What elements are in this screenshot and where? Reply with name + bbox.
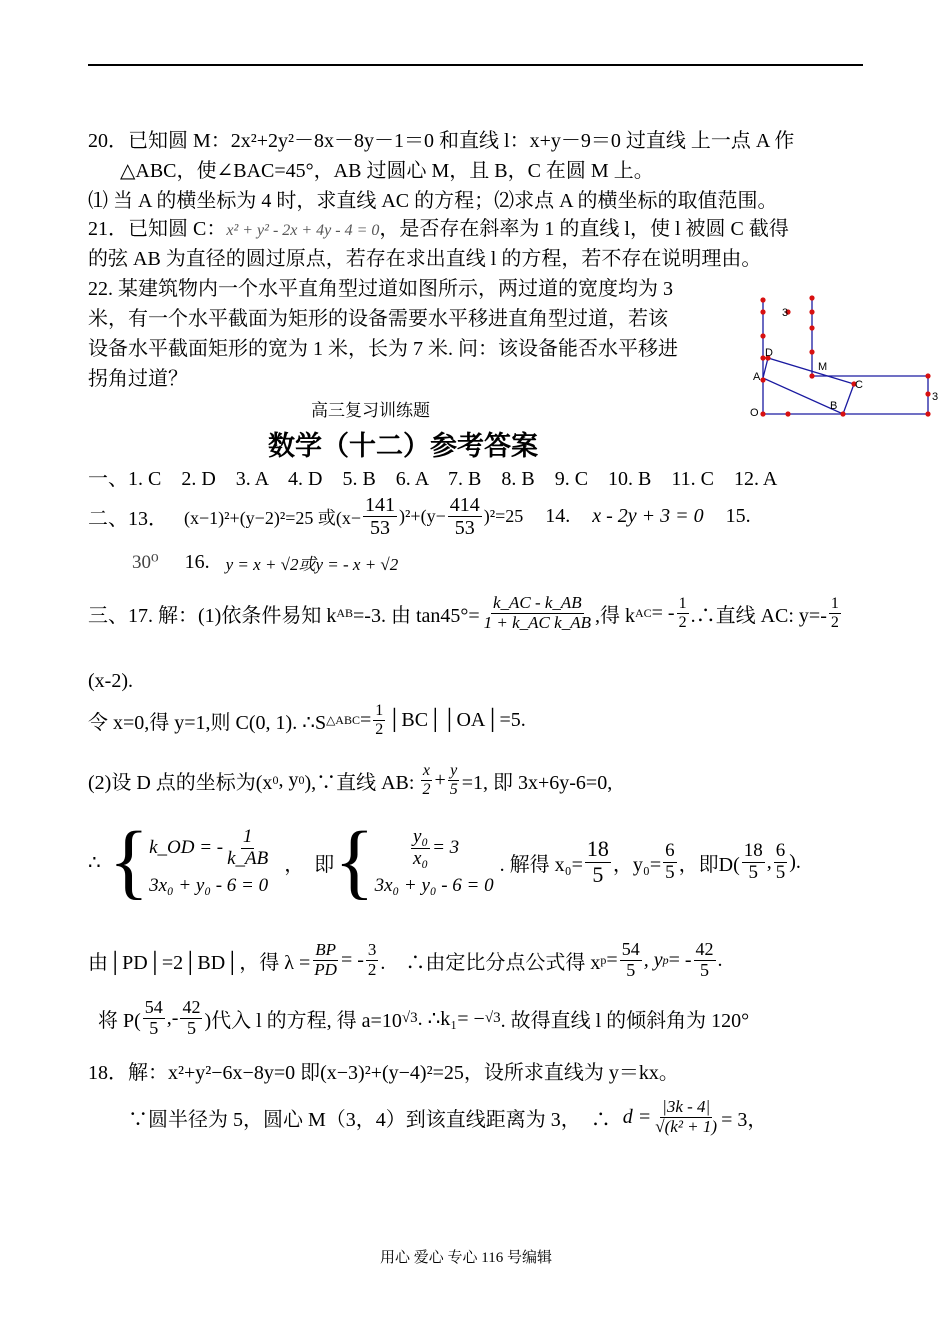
figure-label-D: D xyxy=(765,347,773,359)
system-1 xyxy=(149,827,272,898)
q17-l3-text-c: │BC││OA│=5. xyxy=(387,708,526,731)
q17-line3 xyxy=(88,702,526,738)
q18-line1: 18．解：x²+y²−6x−8y=0 即(x−3)²+(y−4)²=25，设所求直线为 y＝kx。 xyxy=(88,1062,679,1084)
q17-l6-a: 由│PD│=2│BD│，得 λ = xyxy=(88,951,311,974)
q17-l6-d: = xyxy=(606,948,618,971)
frac-num: 1 xyxy=(242,825,253,847)
D-point-end: ). xyxy=(789,850,801,873)
q17-l4-b: , y xyxy=(278,768,299,791)
frac-num: 3 xyxy=(367,940,377,960)
q20-line2: △ABC，使∠BAC=45°，AB 过圆心 M，且 B，C 在圆 M 上。 xyxy=(120,160,654,182)
therefore-symbol: ∴ xyxy=(88,851,101,874)
frac-den: 5 xyxy=(592,861,604,887)
three-halves-frac xyxy=(366,941,379,979)
frac-num: 42 xyxy=(695,939,714,959)
q20-line1: 20．已知圆 M：2x²+2y²－8x－8y－1＝0 和直线 l：x+y－9＝0 过直线 上一点 A 作 xyxy=(88,130,795,152)
Dx-frac xyxy=(742,841,765,884)
frac-den: 1 + k_AC k_AB xyxy=(483,612,591,632)
footer-text: 用心 爱心 专心 116 号编辑 xyxy=(380,1250,552,1266)
q17-half-2 xyxy=(829,595,841,631)
d-label: d = xyxy=(622,1105,652,1128)
q22-line1: 22. 某建筑物内一个水平直角型过道如图所示，两过道的宽度均为 3 xyxy=(88,278,673,300)
q17-l7-c: )代入 l 的方程, 得 a=10 xyxy=(204,1009,402,1032)
figure-label-C: C xyxy=(855,379,863,391)
eq16: y = x + √2或y = - x + √2 xyxy=(225,555,399,574)
sys1-frac xyxy=(225,827,270,870)
p-y-frac xyxy=(180,998,202,1039)
q21-suffix: ，是否存在斜率为 1 的直线 l，使 l 被圆 C 截得 xyxy=(379,218,789,240)
sys-connector: ， 即 xyxy=(284,853,335,876)
q17-line1 xyxy=(88,594,843,632)
frac-num: 54 xyxy=(144,997,163,1017)
eq13-part-b: )²+(y− xyxy=(399,506,446,526)
q17-l4-frac-y xyxy=(448,762,460,798)
frac-num: 18 xyxy=(586,836,609,862)
frac-num: y xyxy=(450,762,458,779)
q22-line3: 设备水平截面矩形的宽为 1 米，长为 7 米. 问：该设备能否水平移进 xyxy=(88,338,678,360)
frac-den: 5 xyxy=(748,861,759,883)
sqrt3-a: √3 xyxy=(401,1009,418,1026)
figure-label-3-top: 3 xyxy=(782,307,789,319)
sys2-eq2: 3x₀ + y₀ - 6 = 0 xyxy=(374,875,494,897)
frac-num: x xyxy=(422,762,430,779)
q21-circle-equation: x² + y² - 2x + 4y - 4 = 0 xyxy=(226,222,380,239)
bp-pd-frac xyxy=(312,941,339,979)
frac-num: k_AC - k_AB xyxy=(492,593,582,612)
eq14: x - 2y + 3 = 0 xyxy=(592,505,704,527)
frac-num: 18 xyxy=(743,839,763,861)
q17-l3-sub: △ABC xyxy=(326,712,360,727)
q17-line6: 由│PD│=2│BD│，得 λ = $\frac{BP}{PD}$ = - $\frac{3}{2}$ . ∴由定比分点公式得 x p = $\frac{54}{5}$ , y p = - $\frac{42}{5}$ . xyxy=(88,939,723,980)
distance-frac xyxy=(653,1098,719,1136)
q17-systems: ∴ { k_OD = - $\frac{1}{k\_AB}$ 3x₀ + y₀ - 6 = 0 ， 即 { $\frac{\text{y₀}}{\text{x₀}}$ = 3 3x₀ + y₀ - 6 = 0 . 解得 x₀= $\frac{18}{5}$ ，y₀= $\frac{6}{5}$ ，即D( $\frac{18}{5}$ , $\frac{6}{5}$ ). xyxy=(88,815,801,908)
y0-label: ，y₀= xyxy=(612,853,662,876)
q20-line3: ⑴ 当 A 的横坐标为 4 时，求直线 AC 的方程；⑵求点 A 的横坐标的取值范围。 xyxy=(88,190,778,212)
frac-den: PD xyxy=(314,959,337,979)
q17-l3-half xyxy=(373,702,385,738)
sqrt3-b: √3 xyxy=(484,1009,501,1026)
sys2-eq1-rhs: = 3 xyxy=(432,837,460,858)
figure-label-O: O xyxy=(750,407,759,419)
label-13: 二、13． xyxy=(88,508,168,530)
q17-text-b: =-3. 由 tan45°= xyxy=(353,604,480,627)
frac-den: 5 xyxy=(186,1017,196,1038)
frac-den: 5 xyxy=(149,1017,159,1038)
q17-l4-d: =1, 即 3x+6y-6=0, xyxy=(461,771,613,794)
q17-l6-e: , y xyxy=(643,948,663,971)
subtitle: 高三复习训练题 xyxy=(311,401,430,420)
D-point-label: ，即D( xyxy=(678,853,740,876)
q17-text-c: ,得 k xyxy=(594,604,635,627)
q17-line2: (x-2). xyxy=(88,670,133,692)
q17-l6-b: = - xyxy=(340,948,364,971)
xp-frac xyxy=(620,940,642,981)
q17-l6-sub: p xyxy=(600,952,607,967)
frac-den: 5 xyxy=(626,959,636,980)
q17-l7-b: ,- xyxy=(166,1006,179,1029)
q21-line2: 的弦 AB 为直径的圆过原点，若存在求出直线 l 的方程，若不存在说明理由。 xyxy=(88,248,762,270)
q17-l4-c: ),∵直线 AB: xyxy=(304,771,415,794)
corridor-figure xyxy=(748,292,944,426)
figure-label-3-right: 3 xyxy=(932,391,939,403)
d-rhs: = 3， xyxy=(721,1108,768,1131)
system-2 xyxy=(375,827,494,898)
frac-den: 53 xyxy=(454,517,475,539)
frac-num: BP xyxy=(315,940,337,960)
sys1-eq1: k_OD = - xyxy=(149,837,224,858)
part1-answers: 一、1. C 2. D 3. A 4. D 5. B 6. A 7. B 8. B 9. C 10. B 11. C 12. A xyxy=(88,468,778,490)
fraction-141-53 xyxy=(363,494,397,539)
q22-line4: 拐角过道？ xyxy=(88,368,188,390)
y0-frac xyxy=(663,841,677,884)
q17-l4-a: (2)设 D 点的坐标为(x xyxy=(88,771,273,794)
q22-line2: 米，有一个水平截面为矩形的设备需要水平移进直角型过道，若该 xyxy=(88,308,668,330)
q21-line1 xyxy=(88,212,789,241)
frac-num: 1 xyxy=(830,595,839,613)
sys2-frac xyxy=(411,827,430,870)
figure-label-B: B xyxy=(830,400,838,412)
frac-num: y₀ xyxy=(413,825,429,847)
q17-l3-text-b: = xyxy=(359,708,372,731)
top-rule xyxy=(88,64,863,66)
q17-tan-fraction xyxy=(482,594,593,632)
x0-frac xyxy=(585,837,611,886)
frac-den: 2 xyxy=(678,613,687,631)
figure-label-A: A xyxy=(753,371,761,383)
frac-den: 5 xyxy=(700,959,710,980)
frac-den: 5 xyxy=(775,861,786,883)
q17-text-d: = - xyxy=(651,601,675,624)
q17-line4: (2)设 D 点的坐标为(x 0 , y 0 ),∵直线 AB: $\frac{x}{2}$ + $\frac{y}{5}$ =1, 即 3x+6y-6=0, xyxy=(88,762,613,798)
frac-den: k_AB xyxy=(227,847,269,869)
q17-l7-e: . 故得直线 l 的倾斜角为 120° xyxy=(500,1009,750,1032)
answer-15: 30⁰ xyxy=(132,552,159,573)
yp-frac xyxy=(694,940,716,981)
part2-line2 xyxy=(132,550,398,575)
q17-half-1 xyxy=(677,595,689,631)
fraction-414-53 xyxy=(448,494,482,539)
frac-den: 2 xyxy=(830,613,839,631)
frac-num: 414 xyxy=(449,494,480,516)
sys1-eq2: 3x₀ + y₀ - 6 = 0 xyxy=(149,875,269,897)
q17-sub-ab: AB xyxy=(336,605,353,620)
eq13-part-a: (x−1)²+(y−2)²=25 或(x− xyxy=(184,507,362,528)
solve-text: . 解得 x₀= xyxy=(499,853,583,876)
label-14: 14. xyxy=(545,505,571,527)
frac-num: 54 xyxy=(621,939,640,959)
frac-num: 141 xyxy=(365,494,396,516)
frac-num: 6 xyxy=(775,839,786,861)
q21-prefix: 21．已知圆 C： xyxy=(88,218,227,240)
q18-line2 xyxy=(128,1098,767,1136)
frac-den: 5 xyxy=(665,861,675,883)
eq13-part-c: )²=25 xyxy=(483,506,524,526)
q17-l6-g: . xyxy=(717,948,723,971)
frac-num: 1 xyxy=(678,595,687,613)
answer-title: 数学（十二）参考答案 xyxy=(268,431,538,462)
frac-num: 1 xyxy=(375,702,384,719)
q17-l4-frac-x xyxy=(420,762,432,798)
frac-den: √(k² + 1) xyxy=(655,1116,718,1136)
frac-den: 2 xyxy=(422,780,431,798)
q17-l7-d: . ∴k₁= − xyxy=(417,1007,485,1030)
q17-l6-c: . ∴由定比分点公式得 x xyxy=(380,951,601,974)
q17-l7-a: 将 P( xyxy=(98,1009,141,1032)
q18-l2-text: ∵圆半径为 5，圆心 M（3，4）到该直线距离为 3， ∴ xyxy=(128,1108,611,1131)
q17-l3-text-a: 令 x=0,得 y=1,则 C(0, 1). ∴S xyxy=(88,711,327,734)
q17-l6-f: = - xyxy=(668,948,692,971)
label-15: 15. xyxy=(725,505,751,527)
Dy-frac xyxy=(774,841,788,884)
label-16: 16. xyxy=(184,551,210,573)
frac-den: x₀ xyxy=(413,847,429,869)
q17-text-a: 三、17. 解：(1)依条件易知 k xyxy=(88,604,337,627)
frac-den: 5 xyxy=(449,780,458,798)
frac-den: 2 xyxy=(367,959,377,979)
frac-num: |3k - 4| xyxy=(662,1097,711,1116)
q17-text-e: .∴直线 AC: y=- xyxy=(690,604,827,627)
q17-sub-ac: AC xyxy=(634,605,652,620)
frac-den: 53 xyxy=(370,517,391,539)
q17-line7 xyxy=(98,998,749,1039)
frac-num: 42 xyxy=(182,997,201,1017)
figure-label-M: M xyxy=(818,361,828,373)
p-x-frac xyxy=(143,998,165,1039)
frac-den: 2 xyxy=(375,720,384,738)
part2-line1 xyxy=(88,494,751,539)
frac-num: 6 xyxy=(665,839,675,861)
